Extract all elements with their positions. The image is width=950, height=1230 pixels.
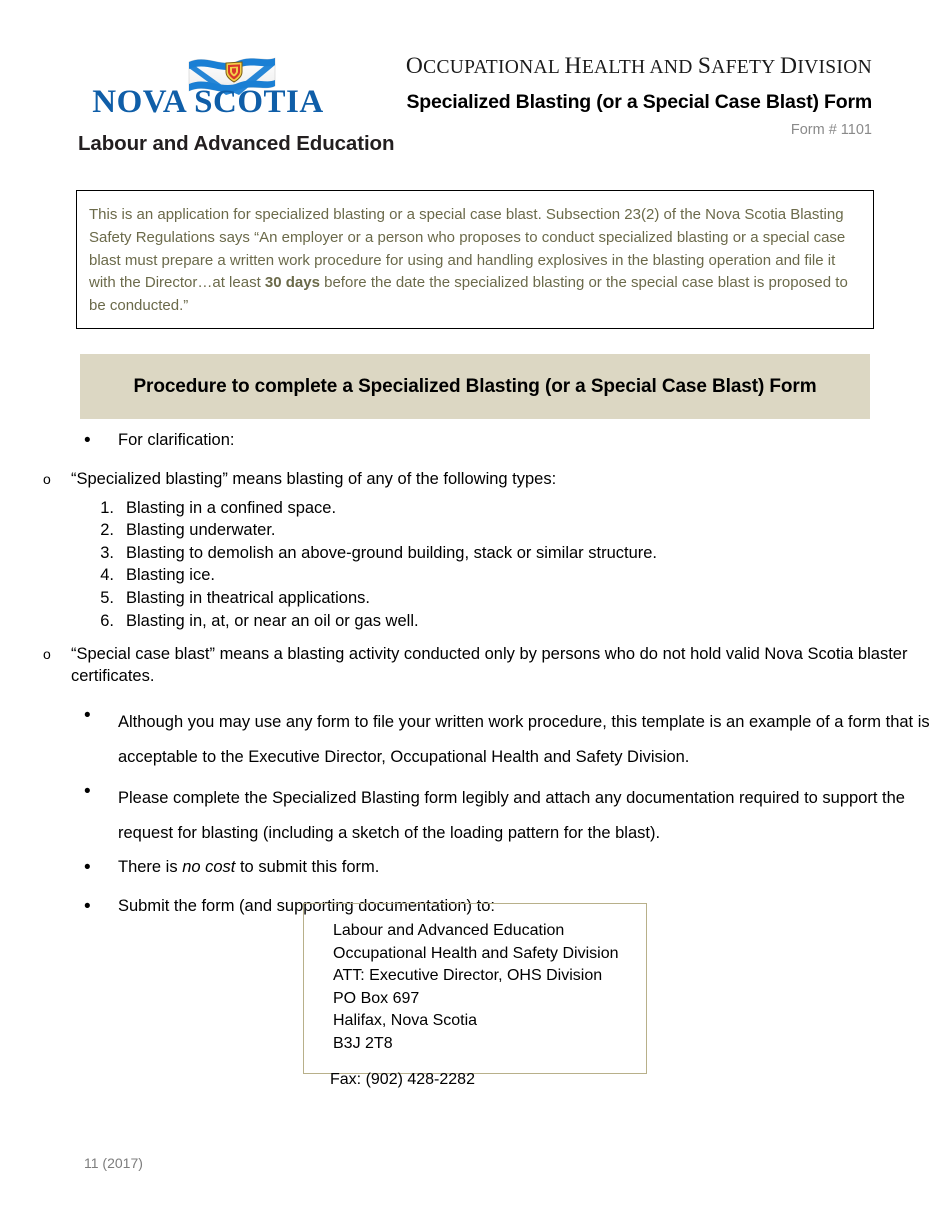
address-line: B3J 2T8 bbox=[333, 1034, 393, 1052]
notice-text-bold: 30 days bbox=[264, 274, 320, 292]
bullet-marker-icon: • bbox=[84, 430, 91, 451]
bullet-no-cost-emphasis: no cost bbox=[182, 857, 236, 876]
footer-revision: 11 (2017) bbox=[84, 1155, 143, 1171]
address-line: ATT: Executive Director, OHS Division bbox=[333, 967, 603, 985]
bullet-marker-icon: • bbox=[84, 856, 91, 878]
list-item bbox=[82, 564, 950, 587]
bullet-complete-legibly bbox=[0, 781, 950, 851]
bullet-template-example bbox=[0, 705, 950, 775]
page-title: Specialized Blasting (or a Special Case Blast) Form bbox=[406, 90, 872, 113]
spacer bbox=[0, 878, 950, 896]
list-item bbox=[82, 542, 950, 565]
address-line: Labour and Advanced Education bbox=[333, 922, 565, 939]
nova-scotia-wordmark: NOVA SCOTIA bbox=[92, 84, 324, 120]
procedure-banner-title: Procedure to complete a Specialized Blasting (or a Special Case Blast) Form bbox=[133, 375, 817, 397]
sub-bullet-special-case-blast-text: “Special case blast” means a blasting activity conducted only by persons who do not hold valid Nova Scotia blaster certificates. bbox=[71, 645, 908, 685]
bullet-marker-icon: • bbox=[84, 780, 91, 802]
list-item-number: 4. bbox=[100, 566, 114, 585]
bullet-no-cost-post: to submit this form. bbox=[235, 857, 380, 876]
spacer bbox=[0, 687, 950, 705]
list-item bbox=[82, 587, 950, 610]
bullet-complete-legibly-text: Please complete the Specialized Blasting form legibly and attach any documentation required to support the request for blasting (including a sketch of the loading pattern for the blast). bbox=[118, 788, 905, 842]
bullet-marker-icon: • bbox=[84, 704, 91, 726]
list-item-text: Blasting ice. bbox=[126, 566, 215, 585]
sub-bullet-specialized-blasting-text: “Specialized blasting” means blasting of any of the following types: bbox=[71, 470, 557, 489]
sub-bullet-marker-icon: o bbox=[43, 471, 51, 488]
list-item-number: 1. bbox=[100, 498, 114, 517]
sub-bullet-specialized-blasting bbox=[35, 469, 950, 490]
notice-text-part2: before the date the specialized blasting or the special case blast is proposed to be conducted.” bbox=[89, 274, 848, 315]
address-line: PO Box 697 bbox=[333, 989, 420, 1007]
bullet-for-clarification bbox=[0, 430, 950, 451]
list-item-number: 3. bbox=[100, 543, 114, 562]
bullet-no-cost-pre: There is bbox=[118, 857, 183, 876]
notice-text-part1: This is an application for specialized blasting or a special case blast. Subsection 23(2) of the Nova Scotia Blasting Safety Regulations says “An employer or a person who proposes to conduct specialized blasting or a special case blast must prepare a written work procedure for using and handling explosives in the blasting operation and file it with the Director…at least bbox=[89, 206, 846, 292]
list-item-text: Blasting in theatrical applications. bbox=[126, 588, 370, 607]
clarification-sublist bbox=[0, 469, 950, 490]
notice-text bbox=[89, 204, 860, 318]
list-item-text: Blasting to demolish an above-ground building, stack or similar structure. bbox=[126, 543, 658, 562]
address-fax-line: Fax: (902) 428-2282 bbox=[330, 1071, 475, 1089]
list-item-number: 5. bbox=[100, 588, 114, 607]
procedure-bullet-list bbox=[0, 430, 950, 917]
form-number: Form # 1101 bbox=[790, 121, 872, 138]
list-item bbox=[82, 519, 950, 542]
bullet-submit-form-text: Submit the form (and supporting documentation) to: bbox=[118, 896, 495, 915]
list-item-text: Blasting underwater. bbox=[126, 521, 276, 540]
list-item-text: Blasting in, at, or near an oil or gas well. bbox=[126, 611, 419, 630]
address-line: Occupational Health and Safety Division bbox=[333, 944, 619, 962]
bullet-for-clarification-text: For clarification: bbox=[118, 431, 235, 449]
bullet-marker-icon: • bbox=[84, 895, 91, 917]
bullet-no-cost bbox=[0, 857, 950, 878]
division-heading: OCCUPATIONAL HEALTH AND SAFETY DIVISION bbox=[405, 53, 872, 79]
sub-bullet-special-case-blast bbox=[35, 644, 950, 687]
address-line: Halifax, Nova Scotia bbox=[333, 1012, 478, 1030]
list-item bbox=[82, 497, 950, 520]
special-case-sublist bbox=[0, 644, 950, 687]
department-name: Labour and Advanced Education bbox=[78, 132, 395, 155]
mailing-address-box bbox=[303, 903, 647, 1089]
list-item bbox=[82, 610, 950, 633]
specialized-blasting-types-list bbox=[0, 497, 950, 633]
spacer bbox=[0, 632, 950, 644]
list-item-number: 6. bbox=[100, 611, 114, 630]
list-item-number: 2. bbox=[100, 521, 114, 540]
spacer bbox=[0, 451, 950, 469]
bullet-template-example-text: Although you may use any form to file your written work procedure, this template is an example of a form that is acceptable to the Executive Director, Occupational Health and Safety Division. bbox=[118, 712, 930, 766]
list-item-text: Blasting in a confined space. bbox=[126, 498, 337, 517]
header-title-block bbox=[332, 54, 872, 138]
sub-bullet-marker-icon: o bbox=[43, 646, 51, 663]
notice-box bbox=[76, 190, 874, 329]
document-header bbox=[0, 0, 950, 170]
procedure-banner bbox=[80, 354, 870, 419]
procedure-content bbox=[0, 430, 950, 917]
